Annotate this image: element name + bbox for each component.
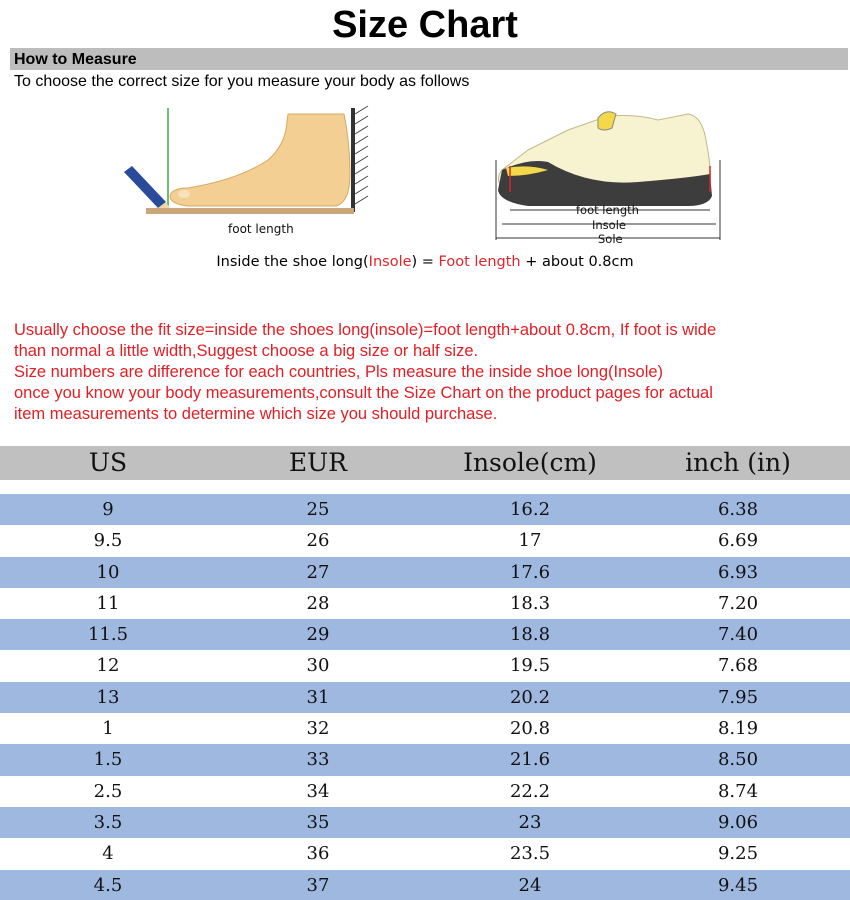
foot-length-caption: foot length	[228, 222, 294, 236]
table-row	[0, 619, 850, 650]
note-line: than normal a little width,Suggest choose a big size or half size.	[14, 342, 479, 360]
insole-formula	[0, 252, 850, 272]
cell-inch: 7.20	[717, 592, 759, 614]
cell-insole: 23	[518, 811, 542, 833]
cell-us: 13	[96, 686, 120, 708]
cell-inch: 7.68	[717, 655, 759, 677]
foot-length-illustration	[118, 104, 378, 244]
cell-eur: 28	[306, 592, 330, 614]
cell-insole: 17.6	[509, 561, 551, 583]
header-inch: inch (in)	[685, 448, 791, 477]
table-row	[0, 713, 850, 744]
formula-prefix: Inside the shoe long(	[216, 254, 369, 270]
size-table-header	[0, 446, 850, 480]
cell-us: 11	[96, 592, 120, 614]
cell-insole: 18.8	[509, 624, 551, 646]
how-to-measure-heading: How to Measure	[14, 51, 137, 68]
cell-eur: 31	[306, 686, 330, 708]
table-row	[0, 525, 850, 556]
cell-inch: 7.95	[717, 686, 759, 708]
cell-inch: 6.69	[717, 530, 759, 552]
cell-us: 1.5	[93, 749, 123, 771]
intro-text: To choose the correct size for you measure your body as follows	[14, 73, 470, 90]
cell-us: 9.5	[93, 530, 123, 552]
table-row	[0, 807, 850, 838]
cell-eur: 35	[306, 811, 330, 833]
floor-board	[146, 208, 354, 214]
cell-insole: 21.6	[509, 749, 551, 771]
cell-inch: 8.74	[717, 780, 759, 802]
cell-inch: 6.38	[717, 499, 759, 520]
cell-inch: 8.50	[717, 749, 759, 771]
cell-us: 3.5	[93, 811, 123, 833]
cell-inch: 7.40	[717, 624, 759, 646]
cell-inch: 9.25	[717, 843, 759, 865]
header-eur: EUR	[288, 448, 348, 477]
cell-eur: 34	[306, 780, 330, 802]
cell-us: 11.5	[87, 624, 129, 646]
size-table-body	[0, 494, 850, 900]
note-line: once you know your body measurements,consult the Size Chart on the product pages for actual	[14, 384, 713, 402]
shoe-icon	[498, 112, 712, 206]
cell-insole: 22.2	[509, 780, 551, 802]
cell-us: 1	[102, 718, 114, 740]
cell-inch: 9.45	[717, 874, 759, 896]
wall-icon	[351, 106, 368, 212]
table-row	[0, 776, 850, 807]
shoe-foot-length-label: foot length	[576, 203, 639, 217]
cell-eur: 30	[306, 655, 330, 677]
cell-eur: 27	[306, 561, 330, 583]
cell-us: 10	[96, 561, 120, 583]
table-row	[0, 682, 850, 713]
formula-equals: ) =	[411, 254, 439, 270]
cell-us: 4.5	[93, 874, 123, 896]
shoe-sole-label: Sole	[598, 232, 623, 246]
table-row	[0, 870, 850, 900]
table-row	[0, 650, 850, 681]
formula-insole: Insole	[368, 254, 412, 270]
cell-insole: 17	[518, 530, 542, 552]
header-us: US	[88, 448, 128, 477]
cell-inch: 9.06	[717, 811, 759, 833]
cell-insole: 19.5	[509, 655, 551, 677]
shoe-insole-illustration	[488, 110, 728, 250]
sizing-notes	[14, 320, 844, 425]
how-to-measure-bar	[10, 48, 848, 70]
foot-icon	[170, 114, 350, 206]
cell-us: 2.5	[93, 780, 123, 802]
cell-eur: 32	[306, 718, 330, 740]
cell-insole: 16.2	[509, 499, 551, 520]
table-row	[0, 557, 850, 588]
cell-eur: 37	[306, 874, 330, 896]
cell-insole: 24	[518, 874, 542, 896]
cell-us: 9	[102, 499, 114, 520]
cell-insole: 23.5	[509, 843, 551, 865]
table-row	[0, 744, 850, 775]
table-row	[0, 588, 850, 619]
toe-nail	[178, 190, 190, 198]
cell-eur: 36	[306, 843, 330, 865]
cell-inch: 8.19	[717, 718, 759, 740]
header-insole-cm: Insole(cm)	[463, 448, 597, 477]
cell-inch: 6.93	[717, 561, 759, 583]
note-line: Usually choose the fit size=inside the shoes long(insole)=foot length+about 0.8cm, If foot is wide	[14, 321, 717, 339]
cell-insole: 20.2	[509, 686, 551, 708]
cell-eur: 25	[306, 499, 330, 520]
cell-insole: 20.8	[509, 718, 551, 740]
cell-us: 12	[96, 655, 120, 677]
page-title: Size Chart	[332, 4, 518, 46]
formula-suffix: + about 0.8cm	[520, 254, 634, 270]
note-line: Size numbers are difference for each countries, Pls measure the inside shoe long(Insole)	[14, 363, 664, 381]
cell-us: 4	[102, 843, 114, 865]
cell-eur: 26	[306, 530, 330, 552]
pencil-icon	[124, 166, 170, 208]
cell-eur: 29	[306, 624, 330, 646]
table-row	[0, 494, 850, 525]
shoe-insole-label: Insole	[592, 218, 626, 232]
cell-eur: 33	[306, 749, 330, 771]
formula-foot-length: Foot length	[438, 254, 521, 270]
note-line: item measurements to determine which size you should purchase.	[14, 405, 498, 423]
cell-insole: 18.3	[509, 592, 551, 614]
table-row	[0, 838, 850, 869]
